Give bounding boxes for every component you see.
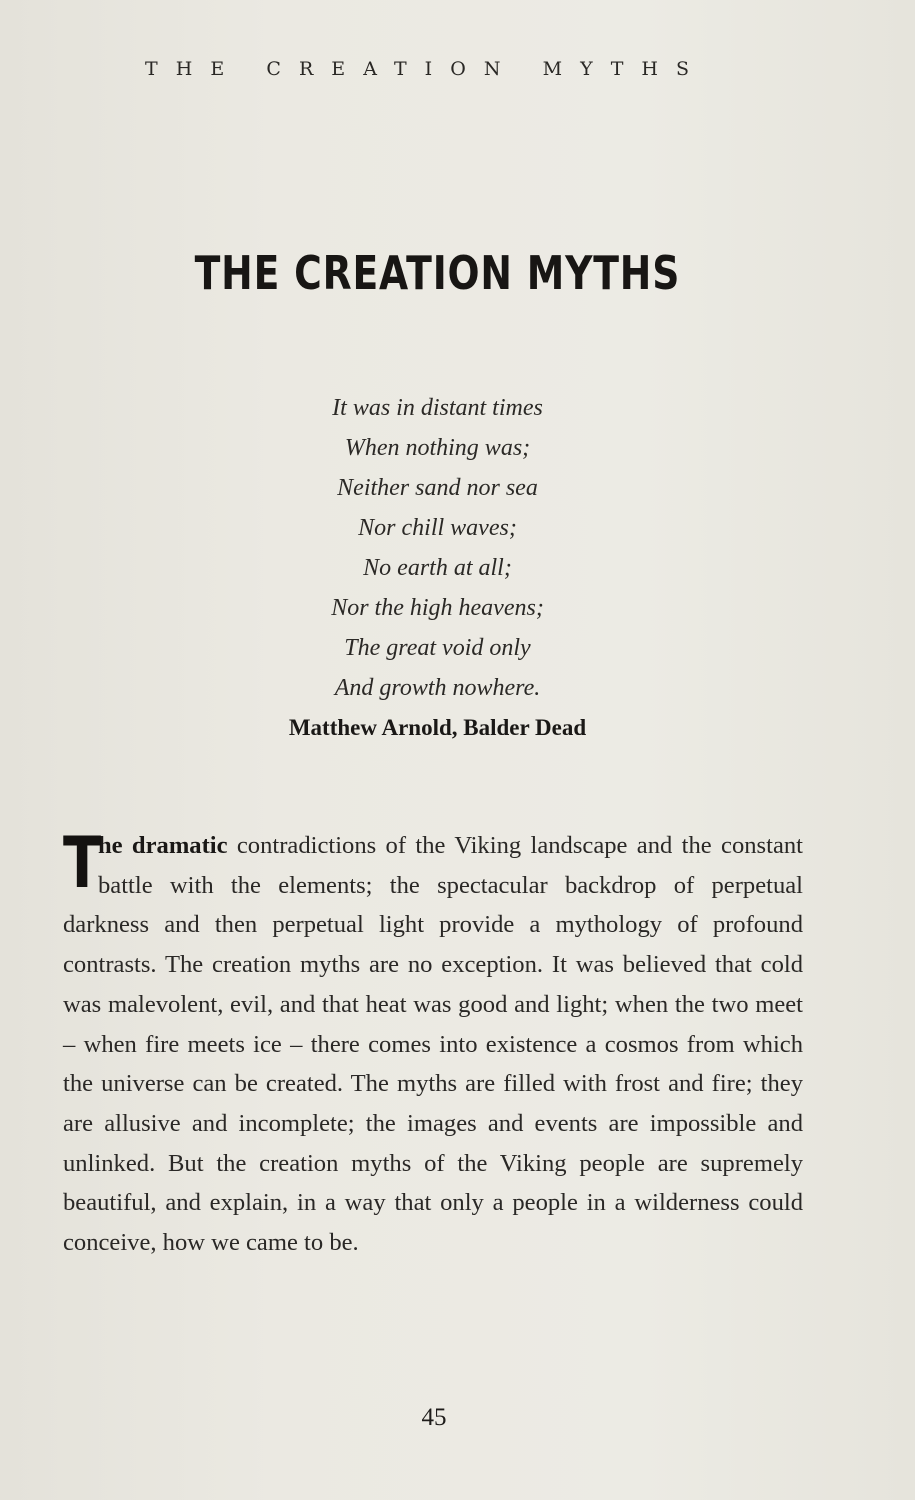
epigraph-attribution: Matthew Arnold, Balder Dead <box>288 715 587 740</box>
epigraph-line: Neither sand nor sea <box>337 475 538 501</box>
page-number: 45 <box>421 1404 447 1431</box>
epigraph-line: When nothing was; <box>344 435 531 461</box>
drop-cap: T <box>63 822 102 904</box>
chapter-title: THE CREATION MYTHS <box>194 246 681 300</box>
lead-words: he dramatic <box>98 832 228 859</box>
epigraph-line: The great void only <box>344 635 531 661</box>
body-paragraph <box>63 822 803 1263</box>
epigraph-line: Nor chill waves; <box>358 515 517 541</box>
paragraph-text: contradictions of the Viking landscape and the constant battle with the elements; the spectacular backdrop of perpetual darkness and then perpetual light provide a mythology of profound contrasts. The creation myths are no exception. It was believed that cold was malevolent, evil, and that heat was good and light; when the two meet – when fire meets ice – there comes into existence a cosmos from which the universe can be created. The myths are filled with frost and fire; they are allusive and incomplete; the images and events are impossible and unlinked. But the creation myths of the Viking people are supremely beautiful, and explain, in a way that only a people in a wilderness could conceive, how we came to be. <box>63 832 803 1257</box>
epigraph-line: And growth nowhere. <box>334 675 541 701</box>
epigraph-line: Nor the high heavens; <box>331 595 544 621</box>
running-head: THE CREATION MYTHS <box>145 58 708 80</box>
epigraph-line: It was in distant times <box>332 395 543 421</box>
epigraph <box>0 388 875 748</box>
epigraph-line: No earth at all; <box>363 555 512 581</box>
